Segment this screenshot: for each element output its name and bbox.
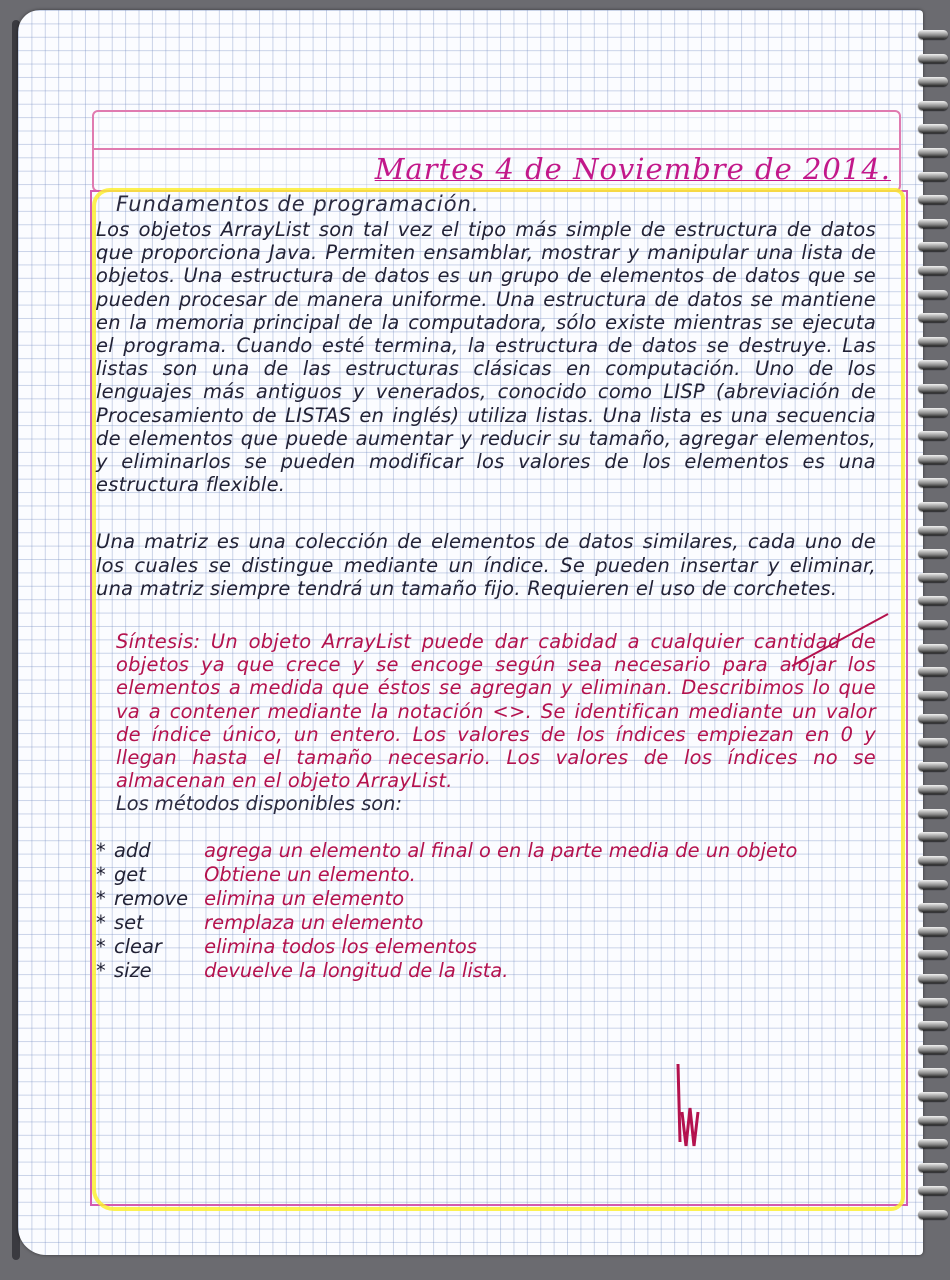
methods-list [96,839,876,983]
spiral-coil [918,762,948,771]
spiral-coil [918,101,948,110]
method-name: add [114,839,151,863]
spiral-coil [918,502,948,511]
methods-intro: Los métodos disponibles son: [116,792,402,816]
spiral-coil [918,974,948,983]
spiral-coil [918,455,948,464]
margin-stroke [790,610,890,670]
spiral-coil [918,738,948,747]
spiral-coil [918,856,948,865]
spiral-coil [918,950,948,959]
paragraph-synthesis: Síntesis: Un objeto ArrayList puede dar cabidad a cualquier cantidad de objetos ya que crece y se encoge según sea necesario para alojar los elementos a medida que éstos se agregan y eliminan. Describimos lo que va a contener mediante la notación <>. Se identifican mediante un valor de índice único, un entero. Los valores de los índices empiezan en 0 y llegan hasta el tamaño necesario. Los valores de los índices no se almacenan en el objeto ArrayList. [116,630,876,793]
spiral-coil [918,77,948,86]
header-box [92,110,901,192]
spiral-coil [918,54,948,63]
spiral-coil [918,1116,948,1125]
spiral-coil [918,313,948,322]
page-date: Martes 4 de Noviembre de 2014. [374,152,891,186]
asterisk-icon: * [96,959,106,983]
spiral-coil [918,880,948,889]
spiral-coil [918,242,948,251]
spiral-coil [918,148,948,157]
spiral-coil [918,1210,948,1219]
spiral-coil [918,1139,948,1148]
spiral-coil [918,431,948,440]
spiral-coil [918,998,948,1007]
method-name: size [114,959,152,983]
asterisk-icon: * [96,839,106,863]
spiral-coil [918,360,948,369]
spiral-coil [918,927,948,936]
method-name: remove [114,887,189,911]
spiral-coil [918,714,948,723]
spiral-coil [918,124,948,133]
spiral-coil [918,290,948,299]
method-description: elimina todos los elementos [204,935,477,959]
spiral-coil [918,785,948,794]
method-name: set [114,911,144,935]
asterisk-icon: * [96,887,106,911]
method-item [96,959,876,983]
method-description: remplaza un elemento [204,911,424,935]
header-rule [94,148,899,150]
method-item [96,863,876,887]
method-description: agrega un elemento al final o en la parte media de un objeto [204,839,798,863]
asterisk-icon: * [96,863,106,887]
spiral-coil [918,384,948,393]
spiral-coil [918,1092,948,1101]
spiral-coil [918,266,948,275]
method-name: clear [114,935,162,959]
method-description: Obtiene un elemento. [204,863,416,887]
spiral-coil [918,408,948,417]
spiral-coil [918,832,948,841]
spiral-coil [918,596,948,605]
spiral-coil [918,549,948,558]
spiral-coil [918,30,948,39]
spiral-coil [918,1021,948,1030]
method-item [96,935,876,959]
spiral-coil [918,620,948,629]
method-item [96,887,876,911]
spiral-coil [918,1186,948,1195]
method-name: get [114,863,146,887]
method-item [96,839,876,863]
spiral-coil [918,691,948,700]
end-mark-icon [668,1062,708,1152]
method-item [96,911,876,935]
spiral-coil [918,644,948,653]
spiral-coil [918,809,948,818]
spiral-coil [918,903,948,912]
asterisk-icon: * [96,911,106,935]
spiral-coil [918,1068,948,1077]
spiral-coil [918,1163,948,1172]
paragraph-matriz: Una matriz es una colección de elementos de datos similares, cada uno de los cuales se distingue mediante un índice. Se pueden insertar y eliminar, una matriz siempre tendrá un tamaño fijo. Requieren el uso de corchetes. [96,530,876,600]
paragraph-arraylist: Los objetos ArrayList son tal vez el tipo más simple de estructura de datos que proporciona Java. Permiten ensamblar, mostrar y manipular una lista de objetos. Una estructura de datos es un grupo de elementos de datos que se pueden procesar de manera uniforme. Una estructura de datos se mantiene en la memoria principal de la computadora, sólo existe mientras se ejecuta el programa. Cuando esté termina, la estructura de datos se destruye. Las listas son una de las estructuras clásicas en computación. Uno de los lenguajes más antiguos y venerados, conocido como LISP (abreviación de Procesamiento de LISTAS en inglés) utiliza listas. Una lista es una secuencia de elementos que puede aumentar y reducir su tamaño, agregar elementos, y eliminarlos se pueden modificar los valores de los elementos es una estructura flexible. [96,218,876,497]
handwritten-notes [96,192,876,983]
method-description: devuelve la longitud de la lista. [204,959,509,983]
spiral-binding [916,30,950,1250]
notes-title: Fundamentos de programación. [116,192,480,216]
spiral-coil [918,219,948,228]
spiral-coil [918,337,948,346]
spiral-coil [918,526,948,535]
spiral-coil [918,195,948,204]
spiral-coil [918,478,948,487]
method-description: elimina un elemento [204,887,405,911]
spiral-coil [918,172,948,181]
asterisk-icon: * [96,935,106,959]
spiral-coil [918,667,948,676]
spiral-coil [918,573,948,582]
spiral-coil [918,1045,948,1054]
